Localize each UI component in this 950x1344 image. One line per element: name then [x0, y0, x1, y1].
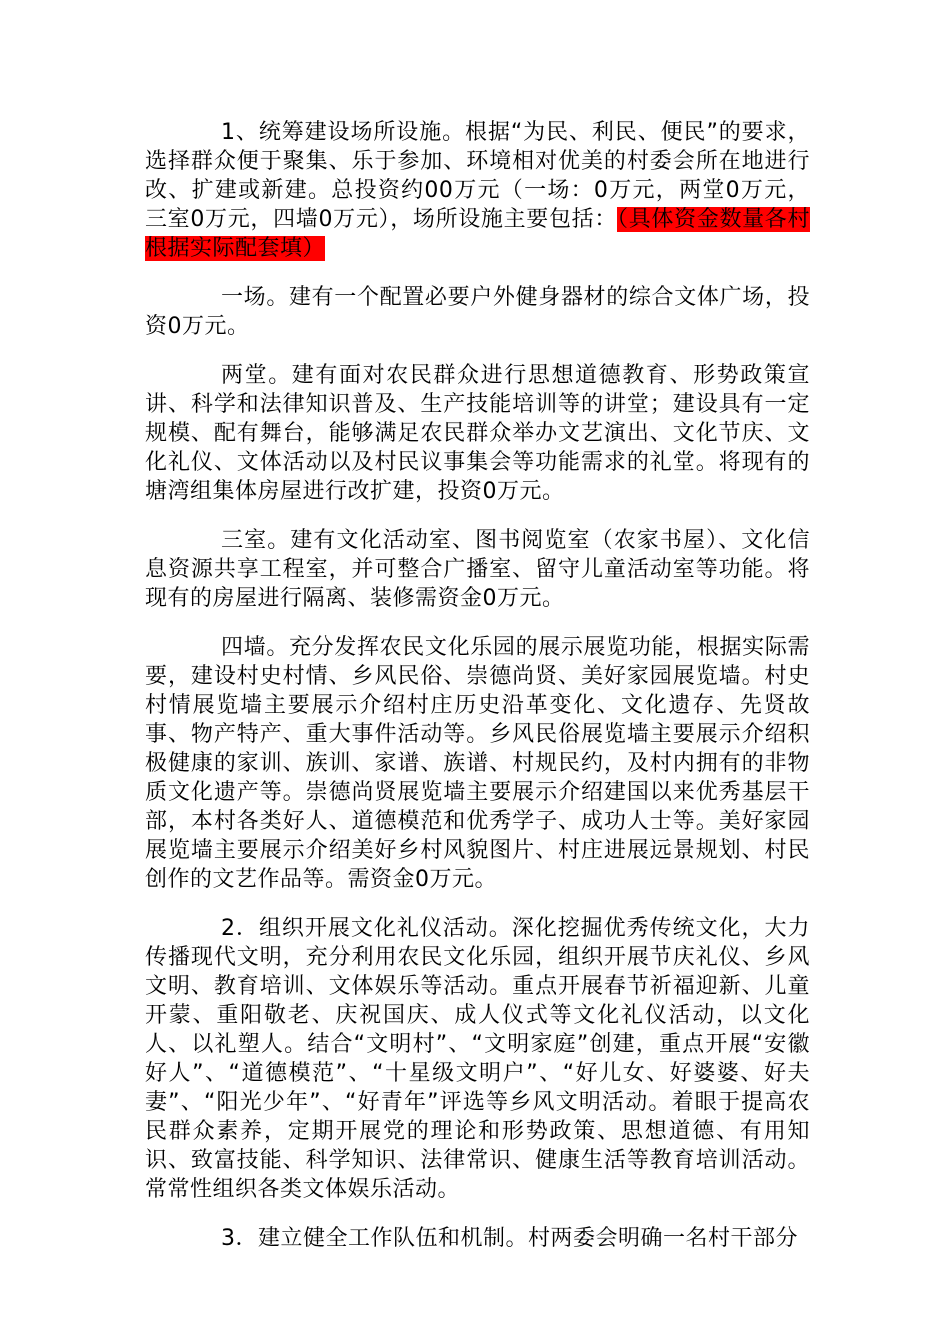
- paragraph-four-walls: 四墙。充分发挥农民文化乐园的展示展览功能，根据实际需要，建设村史村情、乡风民俗、崇德尚贤、美好家园展览墙。村史村情展览墙主要展示介绍村庄历史沿革变化、文化遗存、先贤故事、物产特产、重大事件活动等。乡风民俗展览墙主要展示介绍积极健康的家训、族训、家谱、族谱、村规民约，及村内拥有的非物质文化遗产等。崇德尚贤展览墙主要展示介绍建国以来优秀基层干部，本村各类好人、道德模范和优秀学子、成功人士等。美好家园展览墙主要展示介绍美好乡村风貌图片、村庄进展远景规划、村民创作的文艺作品等。需资金0万元。: [145, 635, 810, 892]
- paragraph-facilities-text: 1、统筹建设场所设施。根据“为民、利民、便民”的要求，选择群众便于聚集、乐于参加、环境相对优美的村委会所在地进行改、扩建或新建。总投资约00万元（一场：0万元，两堂0万元，三室0万元，四墙0万元），场所设施主要包括：: [145, 120, 810, 232]
- paragraph-facilities: [145, 118, 810, 263]
- paragraph-three-rooms: 三室。建有文化活动室、图书阅览室（农家书屋）、文化信息资源共享工程室，并可整合广播室、留守儿童活动室等功能。将现有的房屋进行隔离、装修需资金0万元。: [145, 528, 810, 611]
- paragraph-one-square: 一场。建有一个配置必要户外健身器材的综合文体广场，投资0万元。: [145, 285, 810, 339]
- paragraph-cultural-activities: 2．组织开展文化礼仪活动。深化挖掘优秀传统文化，大力传播现代文明，充分利用农民文化乐园，组织开展节庆礼仪、乡风文明、教育培训、文体娱乐等活动。重点开展春节祈福迎新、儿童开蒙、重阳敬老、庆祝国庆、成人仪式等文化礼仪活动，以文化人、以礼塑人。结合“文明村”、“文明家庭”创建，重点开展“安徽好人”、“道德模范”、“十星级文明户”、“好儿女、好婆婆、好夫妻”、“阳光少年”、“好青年”评选等乡风文明活动。着眼于提高农民群众素养，定期开展党的理论和形势政策、思想道德、有用知识、致富技能、科学知识、法律常识、健康生活等教育培训活动。常常性组织各类文体娱乐活动。: [145, 916, 810, 1202]
- paragraph-two-halls: 两堂。建有面对农民群众进行思想道德教育、形势政策宣讲、科学和法律知识普及、生产技能培训等的讲堂；建设具有一定规模、配有舞台，能够满足农民群众举办文艺演出、文化节庆、文化礼仪、文体活动以及村民议事集会等功能需求的礼堂。将现有的塘湾组集体房屋进行改扩建，投资0万元。: [145, 363, 810, 504]
- highlighted-funding-note: （具体资金数量各村根据实际配套填）: [145, 207, 810, 261]
- document-body: [145, 118, 810, 1273]
- paragraph-work-team: 3．建立健全工作队伍和机制。村两委会明确一名村干部分: [221, 1226, 798, 1251]
